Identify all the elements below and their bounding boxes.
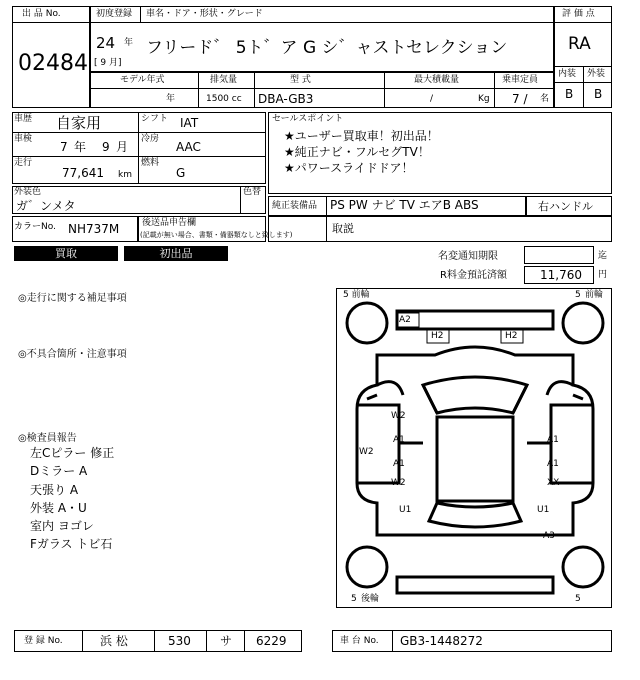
capacity-label: 最大積載量	[414, 75, 460, 85]
shift-value: IAT	[180, 116, 199, 130]
inspector-item: 外装 A・U	[30, 501, 87, 515]
details-box	[12, 112, 266, 184]
inspection-label: 車検	[14, 134, 33, 144]
tire-fr-unit: 前輪	[585, 290, 604, 300]
color-no-label: カラーNo.	[14, 222, 56, 232]
first-reg-label: 初度登録	[96, 9, 133, 19]
equipment-label: 純正装備品	[272, 201, 318, 211]
mark-left-fender: W2	[359, 447, 374, 457]
tire-rear-right	[563, 547, 603, 587]
mark-right-rear-door-low: XX	[547, 478, 560, 488]
tire-rl-label: 5	[351, 594, 357, 604]
first-listing-badge: 初出品	[124, 246, 228, 261]
fuel-value: G	[176, 166, 186, 180]
color-no-value: NH737M	[68, 222, 120, 236]
mark-right-quarter: U1	[537, 505, 550, 515]
mark-right-rear-door: A1	[547, 459, 559, 469]
displacement-label: 排気量	[210, 75, 238, 85]
reg-kana: サ	[220, 634, 233, 648]
mark-left-front-door: A1	[393, 435, 405, 445]
car-diagram	[336, 288, 612, 608]
repaint-label: 色替	[243, 187, 262, 197]
mileage-label: 走行	[14, 158, 33, 168]
reg-class: 530	[168, 634, 191, 648]
driving-notes-title: ◎走行に関する補足事項	[18, 293, 127, 304]
tire-rl-unit: 後輪	[361, 594, 380, 604]
mileage-unit: km	[118, 170, 132, 180]
inspector-title: ◎検査員報告	[18, 433, 77, 444]
reg-place: 浜 松	[100, 634, 128, 648]
inspector-item: 室内 ヨゴレ	[30, 519, 94, 533]
handle-value: 右ハンドル	[538, 200, 593, 213]
inspection-month-unit: 月	[116, 140, 129, 154]
exterior-color-label: 外装色	[14, 187, 42, 197]
manual-value: 取説	[332, 222, 354, 235]
reg-number: 6229	[256, 634, 287, 648]
chassis-label: 車 台 No.	[340, 636, 379, 646]
aftermarket-note: (記載が無い場合、書類・備器類なしと致します)	[140, 231, 293, 239]
mark-left-rear-door: A1	[393, 459, 405, 469]
fuel-label: 燃料	[141, 158, 160, 168]
model-code: DBA-GB3	[258, 92, 314, 106]
mark-left-quarter: U1	[399, 505, 412, 515]
mark-hood-right: H2	[505, 331, 518, 341]
capacity-unit: Kg	[478, 94, 490, 104]
tire-rr-label: 5	[575, 594, 581, 604]
aftermarket-label: 後送品申告欄	[142, 218, 197, 228]
mark-rear-right: A3	[543, 531, 555, 541]
seats-unit: 名	[540, 94, 550, 104]
inspector-item: Dミラー A	[30, 464, 88, 478]
buyback-badge: 買取	[14, 246, 118, 261]
inspection-year: 7	[60, 140, 68, 154]
tire-rear-left	[347, 547, 387, 587]
car-name: フリード゛ 5ト゛ア G シ゛ャストセレクション	[146, 38, 508, 58]
manual-box	[268, 216, 612, 242]
recycle-label: R料金預託済額	[440, 270, 507, 281]
interior-label: 内装	[558, 69, 577, 79]
mark-right-front-door: A1	[547, 435, 559, 445]
name-change-suffix: 迄	[598, 251, 608, 261]
reg-month: [ 9 月]	[94, 58, 122, 68]
mark-left-front-door-top: W2	[391, 411, 406, 421]
sales-point-1: ★ユーザー買取車！初出品！	[284, 129, 439, 143]
sales-title: セールスポイント	[272, 114, 344, 124]
score-label: 評 価 点	[562, 9, 595, 19]
ac-label: 冷房	[141, 134, 160, 144]
interior-score: B	[565, 87, 574, 101]
inspector-item: 左Cピラー 修正	[30, 446, 115, 460]
tire-fr-label: 5	[575, 290, 581, 300]
mark-left-rear-door-low: W2	[391, 478, 406, 488]
defects-title: ◎不具合箇所・注意事項	[18, 349, 127, 360]
displacement-value: 1500 cc	[206, 94, 242, 104]
mileage-value: 77,641	[62, 166, 104, 180]
tire-front-left	[347, 303, 387, 343]
exterior-color-value: ガ゛ンメタ	[16, 199, 76, 213]
name-label: 車名・ドア・形状・グレード	[146, 9, 263, 19]
reg-year: 24	[96, 34, 116, 52]
tire-fl-label: 5 前輪	[343, 290, 370, 300]
chassis-number: GB3-1448272	[400, 634, 483, 648]
sales-point-3: ★パワースライドドア！	[284, 161, 414, 175]
history-label: 車歴	[14, 114, 33, 124]
score-value: RA	[568, 34, 591, 54]
seats-label: 乗車定員	[502, 75, 539, 85]
history-value: 自家用	[56, 114, 102, 132]
name-change-box	[524, 246, 594, 264]
reg-label: 登 録 No.	[24, 636, 63, 646]
inspector-item: 天張り A	[30, 483, 79, 497]
mark-front-bumper: A2	[399, 315, 411, 325]
inspector-item: Fガラス トビ石	[30, 537, 113, 551]
capacity-slash: /	[430, 94, 434, 104]
recycle-unit: 円	[598, 270, 608, 280]
car-outline	[337, 289, 611, 607]
type-label: 型 式	[290, 75, 311, 85]
shift-label: シフト	[141, 114, 169, 124]
tire-front-right	[563, 303, 603, 343]
model-year-unit: 年	[166, 94, 176, 104]
exterior-score: B	[594, 87, 603, 101]
sales-point-2: ★純正ナビ・フルセグTV！	[284, 145, 430, 159]
ac-value: AAC	[176, 140, 201, 154]
name-change-label: 名変通知期限	[438, 251, 498, 262]
equipment-value: PS PW ナビ TV エアB ABS	[330, 198, 479, 212]
seats-value: 7 /	[512, 92, 528, 106]
model-year-label: モデル年式	[120, 75, 165, 85]
exterior-label: 外装	[587, 69, 606, 79]
inspection-year-unit: 年	[74, 140, 87, 154]
lot-number: 02484	[18, 51, 88, 76]
reg-year-unit: 年	[124, 38, 134, 48]
inspection-month: 9	[102, 140, 110, 154]
mark-hood-left: H2	[431, 331, 444, 341]
recycle-amount: 11,760	[540, 268, 582, 282]
lot-label: 出 品 No.	[22, 9, 61, 19]
